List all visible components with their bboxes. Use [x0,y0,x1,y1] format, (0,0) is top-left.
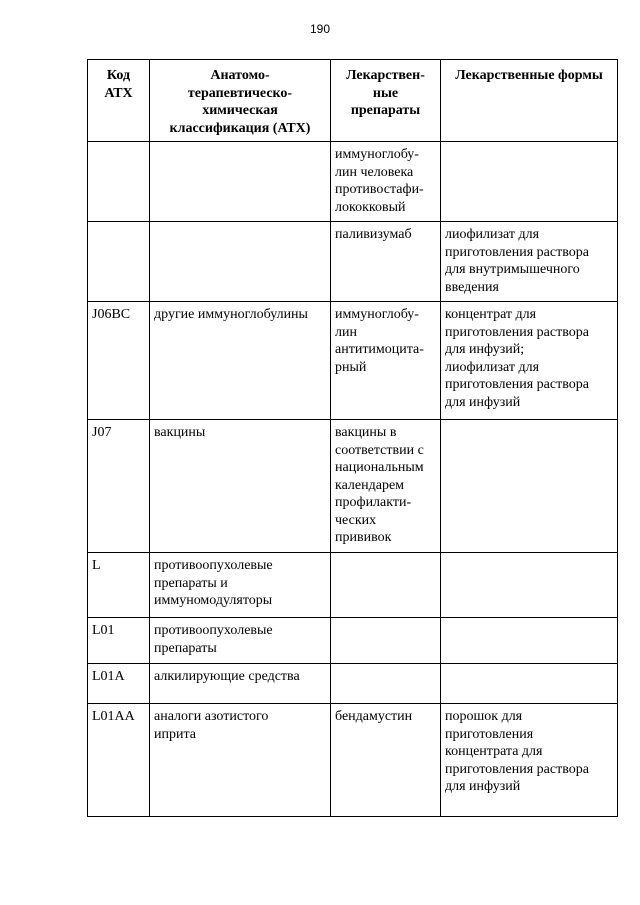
cell-form [441,142,618,222]
cell-code: L [88,553,150,618]
table-row [88,618,618,664]
cell-code: L01A [88,664,150,704]
table-row [88,142,618,222]
cell-form [441,420,618,553]
cell-form: порошок для приготовления концентрата для приготовления раствора для инфузий [441,704,618,817]
cell-form [441,553,618,618]
table-row [88,664,618,704]
cell-classification [150,142,331,222]
cell-code [88,222,150,302]
table-row [88,222,618,302]
header-classification: Анатомо- терапевтическо- химическая классификация (АТХ) [150,60,331,142]
atx-table [87,59,618,817]
cell-classification [150,222,331,302]
cell-drug [331,618,441,664]
header-code: Код АТХ [88,60,150,142]
table-row [88,553,618,618]
table-row [88,704,618,817]
table-row [88,420,618,553]
cell-code: L01 [88,618,150,664]
cell-form: концентрат для приготовления раствора для инфузий; лиофилизат для приготовления раствора для инфузий [441,302,618,420]
page-number: 190 [309,22,331,36]
table-header-row [88,60,618,142]
cell-code: J07 [88,420,150,553]
cell-drug: иммуноглобу- лин антитимоцита- рный [331,302,441,420]
cell-code: J06BC [88,302,150,420]
cell-drug: бендамустин [331,704,441,817]
cell-classification: аналоги азотистого иприта [150,704,331,817]
cell-form: лиофилизат для приготовления раствора для внутримышечного введения [441,222,618,302]
cell-classification: противоопухолевые препараты и иммуномодуляторы [150,553,331,618]
cell-drug [331,553,441,618]
cell-drug: вакцины в соответствии с национальным календарем профилакти- ческих прививок [331,420,441,553]
cell-classification: другие иммуноглобулины [150,302,331,420]
cell-drug: паливизумаб [331,222,441,302]
cell-drug: иммуноглобу- лин человека противостафи- лококковый [331,142,441,222]
cell-form [441,664,618,704]
table-row [88,302,618,420]
header-forms: Лекарственные формы [441,60,618,142]
cell-classification: алкилирующие средства [150,664,331,704]
cell-classification: вакцины [150,420,331,553]
cell-code: L01AA [88,704,150,817]
cell-form [441,618,618,664]
cell-classification: противоопухолевые препараты [150,618,331,664]
header-drugs: Лекарствен- ные препараты [331,60,441,142]
cell-code [88,142,150,222]
cell-drug [331,664,441,704]
